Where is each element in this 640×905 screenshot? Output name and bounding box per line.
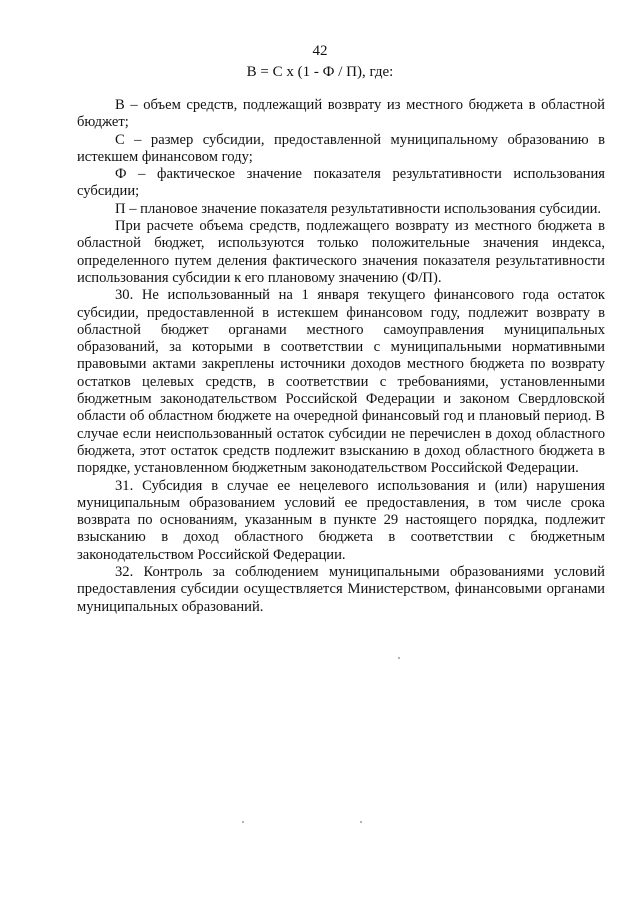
- scan-speck: [360, 821, 362, 823]
- paragraph-definition-p: П – плановое значение показателя результативности использования субсидии.: [115, 200, 602, 217]
- paragraph-definition-c: С – размер субсидии, предоставленной муниципальному образованию в истекшем финансовом году;: [77, 131, 605, 165]
- paragraph-calculation-note: При расчете объема средств, подлежащего возврату из местного бюджета в областной бюджет, используются только положительные значения индекса, определенного путем деления фактического значения показателя результативности использования субсидии к его плановому значению (Ф/П).: [77, 218, 605, 286]
- scan-speck: [398, 657, 400, 659]
- paragraph-section-30: 30. Не использованный на 1 января текущего финансового года остаток субсидии, предоставленной в истекшем финансовом году, подлежит возврату в областной бюджет органами местного самоуправления муниципальных образований, за которыми в соответствии с муниципальными нормативными правовыми актами закреплены источники доходов местного бюджета по возврату остатков целевых средств, в соответствии с требованиями, установленными бюджетным законодательством Российской Федерации и законом Свердловской области об областном бюджете на очередной финансовый год и плановый период. В случае если неиспользованный остаток субсидии не перечислен в доход областного бюджета, этот остаток средств подлежит взысканию в доход областного бюджета в порядке, установленном бюджетным законодательством Российской Федерации.: [77, 287, 605, 477]
- paragraph-definition-v: В – объем средств, подлежащий возврату из местного бюджета в областной бюджет;: [77, 97, 605, 131]
- document-body: [77, 97, 605, 616]
- formula: В = С х (1 - Ф / П), где:: [246, 64, 394, 80]
- paragraph-definition-f: Ф – фактическое значение показателя результативности использования субсидии;: [77, 166, 605, 200]
- page-number: 42: [312, 43, 328, 59]
- paragraph-section-31: 31. Субсидия в случае ее нецелевого использования и (или) нарушения муниципальным образованием условий ее предоставления, в том числе срока возврата по основаниям, указанным в пункте 29 настоящего порядка, подлежит взысканию в доход областного бюджета в соответствии с бюджетным законодательством Российской Федерации.: [77, 477, 605, 563]
- scan-speck: [242, 821, 244, 823]
- paragraph-section-32: 32. Контроль за соблюдением муниципальными образованиями условий предоставления субсидии осуществляется Министерством, финансовыми органами муниципальных образований.: [77, 564, 605, 615]
